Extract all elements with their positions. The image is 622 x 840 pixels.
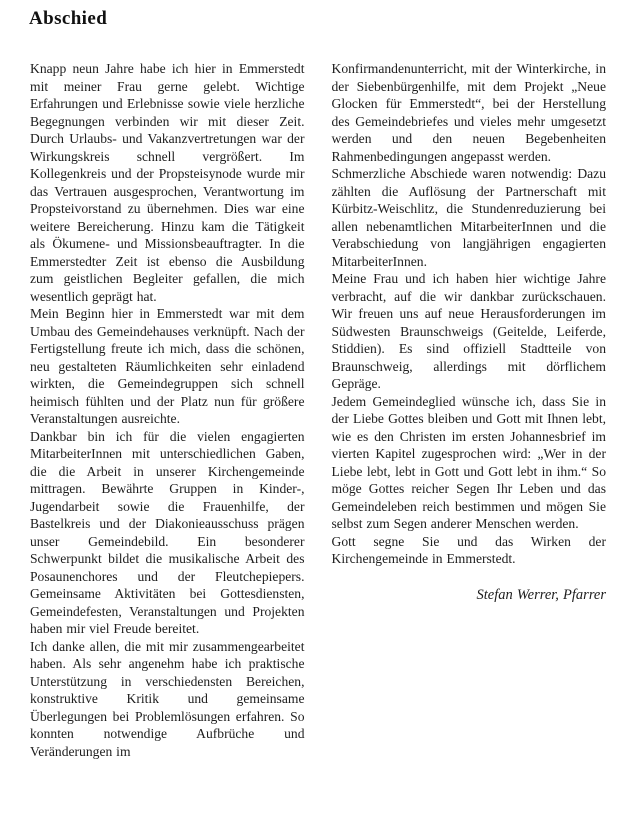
- page-title: Abschied: [29, 8, 108, 29]
- paragraph: Schmerzliche Abschiede waren notwendig: Dazu zählten die Auflösung der Partnerschaft mit Kürbitz-Weischlitz, die Stundenreduzierung bei allen nebenamtlichen MitarbeiterInnen und die Verabschiedung von langjährigen engagierten MitarbeiterInnen.: [331, 166, 606, 269]
- paragraph: Ich danke allen, die mit mir zusammengearbeitet haben. Als sehr angenehm habe ich praktische Unterstützung in verschiedensten Bereichen, konstruktive Kritik und gemeinsame Überlegungen bei Problemlösungen erfahren. So konnten notwendige Aufbrüche und Veränderungen im: [30, 638, 305, 759]
- paragraph: Konfirmandenunterricht, mit der Winterkirche, in der Siebenbürgenhilfe, mit dem Projekt „Neue Glocken für Emmerstedt“, bei der Herstellung des Gemeindebriefes und vieles mehr umgesetzt werden und den neuen Begebenheiten Rahmenbedingungen angepasst werden.: [331, 61, 606, 164]
- paragraph: Meine Frau und ich haben hier wichtige Jahre verbracht, auf die wir dankbar zurückschauen. Wir freuen uns auf neue Herausforderungen im Südwesten Braunschweigs (Geitelde, Leiferde, Stiddien). Es sind offiziell Stadtteile von Braunschweig, allerdings mit dörflichem Gepräge.: [331, 271, 606, 391]
- paragraph: Dankbar bin ich für die vielen engagierten MitarbeiterInnen mit unterschiedlichen Gaben, die die Arbeit in unserer Kirchengemeinde mittragen. Bewährte Gruppen in Kinder-, Jugendarbeit sowie die Frauenhilfe, der Bastelkreis und der Diakonieausschuss prägen unser Gemeindebild. Ein besonderer Schwerpunkt bildet die musikalische Arbeit des Posaunenchores und der Fleutchepiepers. Gemeinsame Aktivitäten bei Gottesdiensten, Gemeindefesten, Veranstaltungen und Projekten haben mir viel Freude bereitet.: [30, 428, 305, 636]
- paragraph: Mein Beginn hier in Emmerstedt war mit dem Umbau des Gemeindehauses verknüpft. Nach der Fertigstellung freute ich mich, dass die schönen, neu gestalteten Räumlichkeiten sehr einladend wirkten, die Gemeindegruppen sich schnell heimisch fühlten und der Platz nun für größere Veranstaltungen ausreichte.: [30, 306, 305, 426]
- paragraph: Jedem Gemeindeglied wünsche ich, dass Sie in der Liebe Gottes bleiben und Gott mit Ihnen lebt, wie es den Christen im ersten Johannesbrief im vierten Kapitel zugesprochen wird: „Wer in der Liebe lebt, lebt in Gott und Gott lebt in ihm.“ So möge Gottes reicher Segen Ihr Leben und das Gemeindeleben reich bestimmen und mögen Sie selbst zum Segen anderer Menschen werden.: [331, 393, 606, 531]
- paragraph: Gott segne Sie und das Wirken der Kirchengemeinde in Emmerstedt.: [331, 533, 606, 566]
- paragraph: Knapp neun Jahre habe ich hier in Emmerstedt mit meiner Frau gerne gelebt. Wichtige Erfahrungen und Erlebnisse sowie viele herzliche Begegnungen verbinden wir mit dieser Zeit. Durch Urlaubs- und Vakanzvertretungen war der Wirkungskreis schnell vergrößert. Im Kollegenkreis und der Propsteisynode wurde mir das Vertrauen ausgesprochen, Verantwortung im Propsteivorstand zu übernehmen. Dies war eine weitere Bereicherung. Hinzu kam die Tätigkeit als Ökumene- und Missionsbeauftragter. In die Emmerstedter Zeit ist ebenso die Ausbildung zum geistlichen Begleiter gefallen, die mich wesentlich geprägt hat.: [30, 61, 305, 304]
- signature: Stefan Werrer, Pfarrer: [476, 586, 606, 603]
- text-column-right: [332, 60, 607, 760]
- two-column-text-area: [30, 60, 606, 760]
- text-column-left: [30, 60, 305, 760]
